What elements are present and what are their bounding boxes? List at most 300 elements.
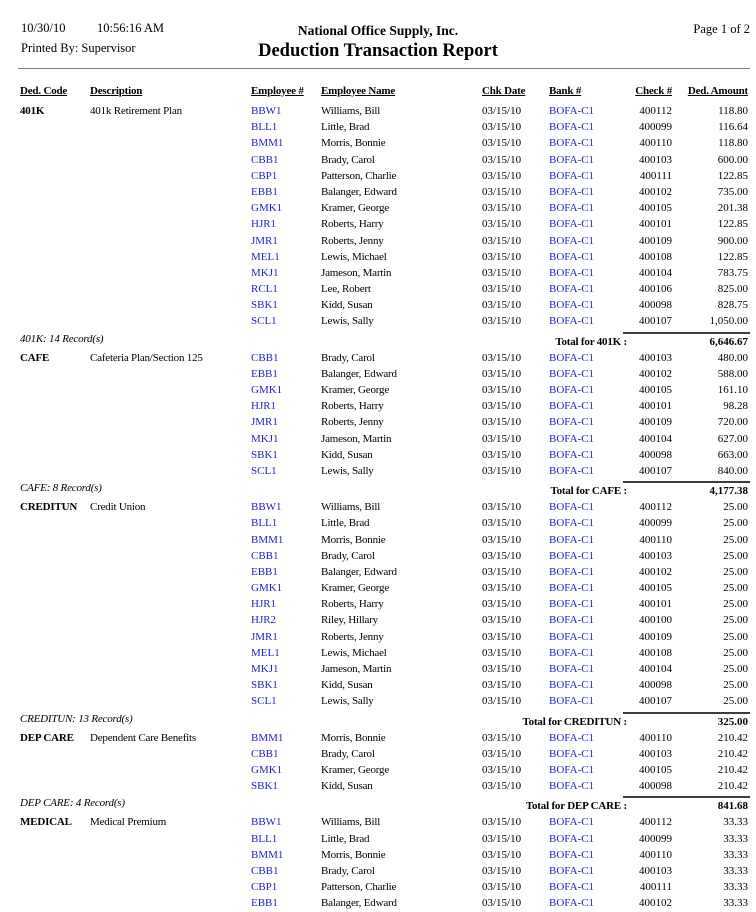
employee-name-cell: Kramer, George [321, 763, 390, 776]
report-table [0, 84, 756, 912]
ded-amount-cell: 122.85 [717, 218, 748, 231]
bank-number-cell: BOFA-C1 [549, 533, 595, 546]
bank-number-cell: BOFA-C1 [549, 351, 595, 364]
bank-number-cell: BOFA-C1 [549, 848, 595, 861]
employee-name-cell: Lewis, Sally [321, 464, 374, 477]
company-name: National Office Supply, Inc. [297, 23, 459, 38]
employee-name-cell: Balanger, Edward [321, 185, 397, 198]
chk-date-cell: 03/15/10 [482, 283, 522, 296]
section-footer-row [0, 480, 756, 500]
page-number: Page 1 of 2 [693, 22, 750, 36]
ded-amount-cell: 828.75 [717, 299, 748, 312]
ded-amount-cell: 663.00 [717, 448, 748, 461]
employee-name-cell: Lewis, Michael [321, 250, 387, 263]
table-row [0, 646, 756, 662]
chk-date-cell: 03/15/10 [482, 533, 522, 546]
table-row [0, 234, 756, 250]
employee-name-cell: Roberts, Jenny [321, 630, 384, 643]
employee-number-cell: CBB1 [251, 351, 279, 364]
employee-name-cell: Williams, Bill [321, 501, 381, 514]
chk-date-cell: 03/15/10 [482, 153, 522, 166]
employee-number-cell: BLL1 [251, 517, 278, 530]
bank-number-cell: BOFA-C1 [549, 549, 595, 562]
check-number-cell: 400098 [639, 780, 672, 793]
table-row [0, 815, 756, 831]
employee-name-cell: Riley, Hillary [321, 614, 378, 627]
chk-date-cell: 03/15/10 [482, 266, 522, 279]
chk-date-cell: 03/15/10 [482, 185, 522, 198]
chk-date-cell: 03/15/10 [482, 816, 522, 829]
employee-name-cell: Brady, Carol [321, 549, 375, 562]
table-row [0, 351, 756, 367]
employee-name-cell: Kramer, George [321, 582, 390, 595]
table-row [0, 896, 756, 912]
bank-number-cell: BOFA-C1 [549, 679, 595, 692]
ded-amount-cell: 25.00 [723, 679, 748, 692]
ded-code-cell: DEP CARE [20, 731, 74, 744]
bank-number-cell: BOFA-C1 [549, 598, 595, 611]
employee-number-cell: BMM1 [251, 731, 284, 744]
section-total-amount: 6,646.67 [709, 335, 748, 348]
ded-description-cell: Credit Union [90, 501, 146, 514]
check-number-cell: 400112 [639, 105, 672, 117]
ded-amount-cell: 118.80 [718, 137, 748, 150]
chk-date-cell: 03/15/10 [482, 351, 522, 364]
employee-name-cell: Lewis, Sally [321, 315, 374, 328]
chk-date-cell: 03/15/10 [482, 218, 522, 231]
bank-number-cell: BOFA-C1 [549, 283, 595, 296]
employee-name-cell: Kidd, Susan [321, 780, 373, 793]
chk-date-cell: 03/15/10 [482, 663, 522, 675]
section-total-amount: 4,177.38 [709, 485, 748, 498]
section-total-label: Total for CREDITUN : [522, 715, 627, 728]
column-header-employee-num: Employee # [251, 85, 304, 97]
chk-date-cell: 03/15/10 [482, 299, 522, 312]
employee-number-cell: SCL1 [251, 695, 277, 708]
bank-number-cell: BOFA-C1 [549, 517, 595, 530]
section-total-amount: 841.68 [717, 800, 748, 813]
check-number-cell: 400105 [639, 384, 672, 396]
bank-number-cell: BOFA-C1 [549, 663, 595, 675]
record-count-label: CAFE: 8 Record(s) [20, 482, 102, 495]
check-number-cell: 400107 [639, 315, 672, 328]
table-row [0, 448, 756, 464]
ded-amount-cell: 33.33 [723, 881, 748, 894]
employee-number-cell: MKJ1 [251, 432, 279, 445]
table-row [0, 880, 756, 896]
check-number-cell: 400104 [639, 266, 672, 279]
ded-amount-cell: 33.33 [723, 832, 748, 845]
table-body [0, 104, 756, 912]
chk-date-cell: 03/15/10 [482, 897, 522, 910]
check-number-cell: 400103 [639, 153, 672, 166]
table-row [0, 104, 756, 120]
chk-date-cell: 03/15/10 [482, 315, 522, 328]
employee-name-cell: Jameson, Martin [321, 663, 392, 675]
ded-amount-cell: 116.64 [718, 121, 748, 134]
column-header-row [0, 84, 756, 104]
ded-code-cell: CAFE [20, 351, 50, 364]
ded-code-cell: MEDICAL [20, 816, 72, 829]
check-number-cell: 400109 [639, 630, 672, 643]
total-divider [623, 481, 750, 483]
employee-number-cell: SBK1 [251, 679, 278, 692]
ded-amount-cell: 210.42 [717, 747, 748, 760]
employee-name-cell: Kramer, George [321, 202, 390, 215]
employee-number-cell: BBW1 [251, 105, 282, 117]
ded-amount-cell: 825.00 [717, 283, 748, 296]
table-row [0, 613, 756, 629]
employee-name-cell: Morris, Bonnie [321, 848, 386, 861]
ded-description-cell: Cafeteria Plan/Section 125 [90, 351, 203, 364]
chk-date-cell: 03/15/10 [482, 121, 522, 134]
check-number-cell: 400098 [639, 299, 672, 312]
ded-amount-cell: 201.38 [717, 202, 748, 215]
table-row [0, 399, 756, 415]
ded-amount-cell: 122.85 [717, 250, 748, 263]
chk-date-cell: 03/15/10 [482, 169, 522, 182]
total-divider [623, 796, 750, 798]
employee-name-cell: Kramer, George [321, 384, 390, 396]
table-row [0, 533, 756, 549]
check-number-cell: 400099 [639, 517, 672, 530]
employee-number-cell: MEL1 [251, 250, 280, 263]
employee-number-cell: CBP1 [251, 169, 278, 182]
bank-number-cell: BOFA-C1 [549, 780, 595, 793]
employee-name-cell: Lewis, Michael [321, 646, 387, 659]
check-number-cell: 400102 [639, 565, 672, 578]
ded-code-cell: 401K [20, 105, 45, 117]
chk-date-cell: 03/15/10 [482, 679, 522, 692]
chk-date-cell: 03/15/10 [482, 137, 522, 150]
bank-number-cell: BOFA-C1 [549, 218, 595, 231]
table-row [0, 136, 756, 152]
table-row [0, 298, 756, 314]
employee-number-cell: CBB1 [251, 747, 279, 760]
ded-amount-cell: 25.00 [723, 549, 748, 562]
check-number-cell: 400112 [639, 816, 672, 829]
employee-name-cell: Kidd, Susan [321, 679, 373, 692]
employee-number-cell: BMM1 [251, 848, 284, 861]
employee-name-cell: Balanger, Edward [321, 367, 397, 380]
ded-description-cell: 401k Retirement Plan [90, 105, 182, 117]
table-row [0, 731, 756, 747]
employee-number-cell: HJR1 [251, 218, 277, 231]
table-row [0, 678, 756, 694]
check-number-cell: 400110 [639, 533, 672, 546]
bank-number-cell: BOFA-C1 [549, 881, 595, 894]
chk-date-cell: 03/15/10 [482, 202, 522, 215]
bank-number-cell: BOFA-C1 [549, 105, 595, 117]
ded-amount-cell: 600.00 [717, 153, 748, 166]
employee-name-cell: Little, Brad [321, 121, 370, 134]
ded-amount-cell: 33.33 [723, 816, 748, 829]
chk-date-cell: 03/15/10 [482, 250, 522, 263]
check-number-cell: 400101 [639, 400, 672, 413]
ded-amount-cell: 33.33 [723, 864, 748, 877]
employee-name-cell: Williams, Bill [321, 816, 381, 829]
bank-number-cell: BOFA-C1 [549, 630, 595, 643]
check-number-cell: 400105 [639, 763, 672, 776]
table-row [0, 763, 756, 779]
bank-number-cell: BOFA-C1 [549, 816, 595, 829]
total-divider [623, 712, 750, 714]
check-number-cell: 400107 [639, 464, 672, 477]
ded-amount-cell: 588.00 [717, 367, 748, 380]
ded-amount-cell: 900.00 [717, 234, 748, 247]
employee-number-cell: HJR2 [251, 614, 277, 627]
employee-number-cell: GMK1 [251, 582, 283, 595]
section-total-label: Total for 401K : [555, 335, 627, 348]
section-total-amount: 325.00 [717, 715, 748, 728]
ded-amount-cell: 25.00 [723, 598, 748, 611]
bank-number-cell: BOFA-C1 [549, 464, 595, 477]
employee-name-cell: Little, Brad [321, 832, 370, 845]
table-row [0, 266, 756, 282]
report-date: 10/30/10 [21, 21, 66, 35]
check-number-cell: 400112 [639, 501, 672, 514]
ded-amount-cell: 210.42 [717, 731, 748, 744]
table-row [0, 832, 756, 848]
printed-by: Printed By: Supervisor [21, 41, 136, 55]
ded-amount-cell: 25.00 [723, 614, 748, 627]
employee-number-cell: RCL1 [251, 283, 278, 296]
check-number-cell: 400103 [639, 747, 672, 760]
chk-date-cell: 03/15/10 [482, 864, 522, 877]
table-row [0, 464, 756, 480]
ded-amount-cell: 25.00 [723, 695, 748, 708]
ded-amount-cell: 25.00 [723, 630, 748, 643]
chk-date-cell: 03/15/10 [482, 695, 522, 708]
table-row [0, 500, 756, 516]
table-row [0, 120, 756, 136]
ded-amount-cell: 25.00 [723, 646, 748, 659]
bank-number-cell: BOFA-C1 [549, 731, 595, 744]
column-header-ded-amount: Ded. Amount [687, 85, 748, 97]
check-number-cell: 400104 [639, 432, 672, 445]
section-total-label: Total for CAFE : [550, 485, 627, 498]
employee-name-cell: Jameson, Martin [321, 266, 392, 279]
check-number-cell: 400110 [639, 848, 672, 861]
employee-number-cell: MEL1 [251, 646, 280, 659]
ded-amount-cell: 720.00 [717, 416, 748, 429]
employee-name-cell: Morris, Bonnie [321, 731, 386, 744]
column-header-check-num: Check # [635, 85, 672, 97]
table-row [0, 314, 756, 330]
employee-name-cell: Kidd, Susan [321, 448, 373, 461]
chk-date-cell: 03/15/10 [482, 234, 522, 247]
table-row [0, 185, 756, 201]
bank-number-cell: BOFA-C1 [549, 448, 595, 461]
check-number-cell: 400108 [639, 250, 672, 263]
chk-date-cell: 03/15/10 [482, 416, 522, 429]
ded-amount-cell: 210.42 [717, 780, 748, 793]
chk-date-cell: 03/15/10 [482, 598, 522, 611]
check-number-cell: 400110 [639, 137, 672, 150]
table-row [0, 169, 756, 185]
table-row [0, 597, 756, 613]
employee-number-cell: SCL1 [251, 464, 277, 477]
table-row [0, 630, 756, 646]
employee-name-cell: Roberts, Jenny [321, 234, 384, 247]
employee-name-cell: Jameson, Martin [321, 432, 392, 445]
table-row [0, 383, 756, 399]
employee-number-cell: BLL1 [251, 832, 278, 845]
check-number-cell: 400099 [639, 121, 672, 134]
table-row [0, 282, 756, 298]
section-total-label: Total for DEP CARE : [525, 800, 627, 813]
bank-number-cell: BOFA-C1 [549, 747, 595, 760]
employee-number-cell: GMK1 [251, 202, 283, 215]
bank-number-cell: BOFA-C1 [549, 582, 595, 595]
check-number-cell: 400104 [639, 663, 672, 675]
bank-number-cell: BOFA-C1 [549, 137, 595, 150]
bank-number-cell: BOFA-C1 [549, 432, 595, 445]
chk-date-cell: 03/15/10 [482, 501, 522, 514]
bank-number-cell: BOFA-C1 [549, 121, 595, 134]
bank-number-cell: BOFA-C1 [549, 367, 595, 380]
chk-date-cell: 03/15/10 [482, 448, 522, 461]
header-divider [18, 68, 750, 69]
ded-amount-cell: 122.85 [717, 169, 748, 182]
employee-name-cell: Patterson, Charlie [321, 881, 397, 894]
employee-name-cell: Morris, Bonnie [321, 137, 386, 150]
section-footer-row [0, 331, 756, 351]
employee-name-cell: Williams, Bill [321, 105, 381, 117]
table-row [0, 581, 756, 597]
bank-number-cell: BOFA-C1 [549, 169, 595, 182]
employee-number-cell: BMM1 [251, 137, 284, 150]
chk-date-cell: 03/15/10 [482, 630, 522, 643]
ded-amount-cell: 480.00 [717, 351, 748, 364]
employee-number-cell: GMK1 [251, 763, 283, 776]
record-count-label: DEP CARE: 4 Record(s) [20, 797, 125, 810]
chk-date-cell: 03/15/10 [482, 832, 522, 845]
ded-description-cell: Dependent Care Benefits [90, 731, 196, 744]
check-number-cell: 400108 [639, 646, 672, 659]
chk-date-cell: 03/15/10 [482, 881, 522, 894]
table-row [0, 662, 756, 678]
section-footer-row [0, 795, 756, 815]
column-header-employee-name: Employee Name [321, 85, 396, 97]
table-row [0, 565, 756, 581]
check-number-cell: 400099 [639, 832, 672, 845]
bank-number-cell: BOFA-C1 [549, 832, 595, 845]
employee-number-cell: EBB1 [251, 897, 278, 910]
ded-amount-cell: 98.28 [723, 400, 748, 413]
employee-number-cell: BBW1 [251, 816, 282, 829]
table-row [0, 201, 756, 217]
chk-date-cell: 03/15/10 [482, 384, 522, 396]
table-row [0, 217, 756, 233]
ded-amount-cell: 627.00 [717, 432, 748, 445]
chk-date-cell: 03/15/10 [482, 646, 522, 659]
table-row [0, 747, 756, 763]
chk-date-cell: 03/15/10 [482, 517, 522, 530]
bank-number-cell: BOFA-C1 [549, 695, 595, 708]
employee-name-cell: Roberts, Harry [321, 400, 384, 413]
check-number-cell: 400107 [639, 695, 672, 708]
check-number-cell: 400106 [639, 283, 672, 296]
chk-date-cell: 03/15/10 [482, 105, 522, 117]
table-row [0, 367, 756, 383]
employee-name-cell: Roberts, Harry [321, 218, 384, 231]
table-row [0, 516, 756, 532]
bank-number-cell: BOFA-C1 [549, 864, 595, 877]
ded-amount-cell: 25.00 [723, 533, 748, 546]
chk-date-cell: 03/15/10 [482, 367, 522, 380]
check-number-cell: 400101 [639, 598, 672, 611]
record-count-label: 401K: 14 Record(s) [20, 332, 104, 345]
check-number-cell: 400100 [639, 614, 672, 627]
bank-number-cell: BOFA-C1 [549, 897, 595, 910]
employee-number-cell: SBK1 [251, 299, 278, 312]
employee-number-cell: MKJ1 [251, 266, 279, 279]
employee-number-cell: EBB1 [251, 565, 278, 578]
check-number-cell: 400098 [639, 679, 672, 692]
check-number-cell: 400103 [639, 864, 672, 877]
check-number-cell: 400111 [639, 169, 672, 182]
column-header-ded-code: Ded. Code [20, 85, 68, 97]
chk-date-cell: 03/15/10 [482, 731, 522, 744]
ded-amount-cell: 161.10 [717, 384, 748, 396]
check-number-cell: 400103 [639, 351, 672, 364]
ded-amount-cell: 118.80 [718, 105, 748, 117]
employee-name-cell: Kidd, Susan [321, 299, 373, 312]
bank-number-cell: BOFA-C1 [549, 384, 595, 396]
check-number-cell: 400105 [639, 582, 672, 595]
table-row [0, 549, 756, 565]
employee-name-cell: Brady, Carol [321, 153, 375, 166]
employee-number-cell: JMR1 [251, 416, 278, 429]
employee-name-cell: Balanger, Edward [321, 897, 397, 910]
employee-number-cell: HJR1 [251, 598, 277, 611]
chk-date-cell: 03/15/10 [482, 747, 522, 760]
employee-number-cell: EBB1 [251, 185, 278, 198]
report-time: 10:56:16 AM [97, 21, 165, 35]
bank-number-cell: BOFA-C1 [549, 646, 595, 659]
table-row [0, 432, 756, 448]
record-count-label: CREDITUN: 13 Record(s) [20, 712, 133, 725]
ded-amount-cell: 783.75 [717, 266, 748, 279]
chk-date-cell: 03/15/10 [482, 565, 522, 578]
check-number-cell: 400111 [639, 881, 672, 894]
employee-name-cell: Balanger, Edward [321, 565, 397, 578]
ded-amount-cell: 210.42 [717, 763, 748, 776]
employee-number-cell: SBK1 [251, 780, 278, 793]
table-row [0, 848, 756, 864]
bank-number-cell: BOFA-C1 [549, 266, 595, 279]
ded-amount-cell: 840.00 [717, 464, 748, 477]
employee-name-cell: Roberts, Jenny [321, 416, 384, 429]
check-number-cell: 400101 [639, 218, 672, 231]
ded-amount-cell: 25.00 [723, 501, 748, 514]
employee-number-cell: CBP1 [251, 881, 278, 894]
chk-date-cell: 03/15/10 [482, 582, 522, 595]
employee-number-cell: CBB1 [251, 153, 279, 166]
bank-number-cell: BOFA-C1 [549, 501, 595, 514]
ded-amount-cell: 25.00 [723, 582, 748, 595]
employee-number-cell: BLL1 [251, 121, 278, 134]
employee-name-cell: Brady, Carol [321, 864, 375, 877]
ded-amount-cell: 735.00 [717, 185, 748, 198]
table-row [0, 153, 756, 169]
bank-number-cell: BOFA-C1 [549, 565, 595, 578]
check-number-cell: 400102 [639, 367, 672, 380]
employee-number-cell: CBB1 [251, 864, 279, 877]
check-number-cell: 400105 [639, 202, 672, 215]
employee-name-cell: Little, Brad [321, 517, 370, 530]
